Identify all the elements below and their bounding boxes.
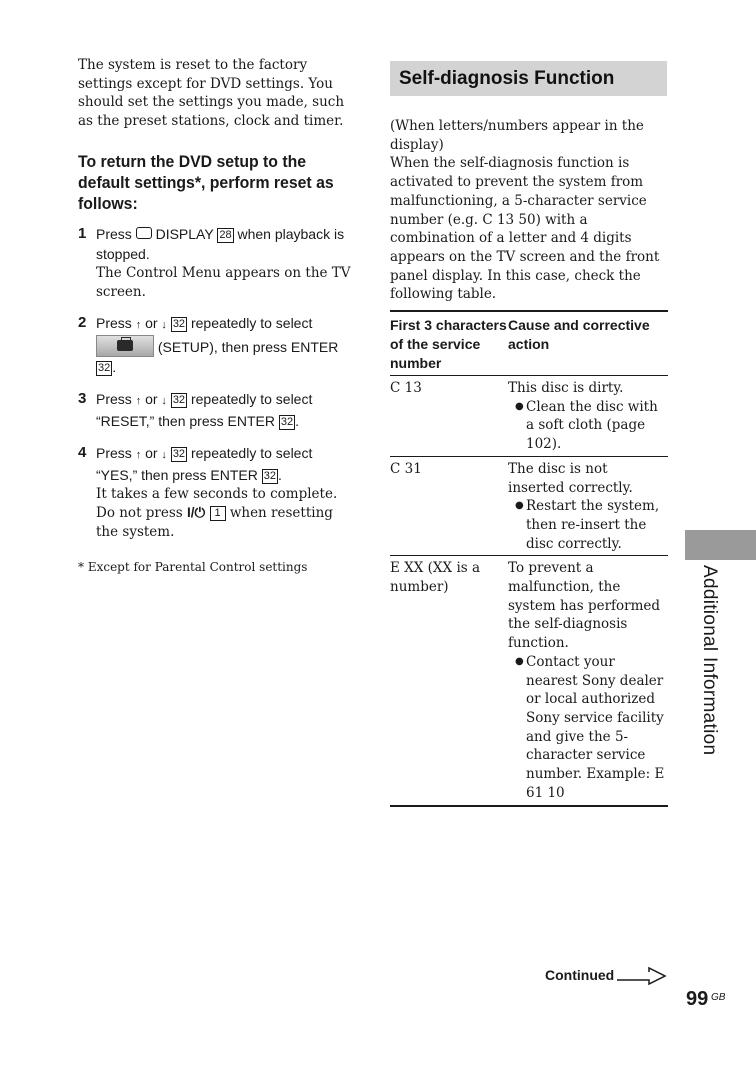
step-2 bbox=[78, 313, 356, 377]
cause-cell bbox=[508, 376, 668, 457]
up-arrow-icon: ↑ bbox=[135, 319, 142, 332]
corrective-action: ● Contact your nearest Sony dealer or local authorized Sony service facility and give the 5-character service number. Example: E 61 10 bbox=[508, 653, 668, 803]
step-text: Press bbox=[96, 225, 132, 242]
footnote: * Except for Parental Control settings bbox=[78, 560, 308, 575]
punctuation: . bbox=[277, 467, 282, 484]
step-4 bbox=[78, 443, 356, 541]
step-1 bbox=[78, 224, 356, 301]
continued-label: Continued bbox=[545, 967, 615, 983]
step-text: or bbox=[145, 391, 158, 408]
column-header: First 3 characters of the service number bbox=[390, 311, 508, 376]
reference-number: 28 bbox=[219, 228, 232, 241]
page-number: 99 bbox=[686, 988, 709, 1010]
step-text: or bbox=[145, 445, 158, 462]
step-number: 1 bbox=[78, 224, 87, 242]
table-row bbox=[390, 376, 668, 457]
step-3 bbox=[78, 389, 356, 431]
up-arrow-icon: ↑ bbox=[135, 449, 142, 462]
step-text: or bbox=[145, 315, 158, 332]
step-text: Press bbox=[96, 391, 132, 408]
reference-number: 32 bbox=[172, 318, 186, 331]
section-intro bbox=[390, 117, 667, 304]
dvd-reset-subheading: To return the DVD setup to the default settings*, perform reset as follows: bbox=[78, 151, 334, 213]
step-text: (SETUP), then press ENTER bbox=[157, 339, 339, 356]
punctuation: . bbox=[295, 413, 299, 430]
service-code: C 13 bbox=[390, 376, 508, 457]
step-number: 4 bbox=[78, 444, 87, 462]
section-heading: Self-diagnosis Function bbox=[390, 61, 667, 96]
punctuation: . bbox=[112, 359, 117, 376]
side-tab-marker bbox=[685, 530, 756, 560]
corrective-action: ● Clean the disc with a soft cloth (page 102). bbox=[508, 398, 668, 454]
reference-number: 32 bbox=[172, 394, 186, 407]
down-arrow-icon: ↓ bbox=[161, 449, 167, 462]
step-text: repeatedly to select “YES,” then press ENTER bbox=[96, 445, 313, 484]
self-diagnosis-table bbox=[390, 310, 668, 806]
step-number: 3 bbox=[78, 390, 87, 408]
display-button-icon bbox=[136, 227, 152, 239]
step-text: Press bbox=[96, 315, 132, 332]
cause-cell bbox=[508, 556, 668, 806]
left-column bbox=[78, 56, 356, 575]
step-note bbox=[96, 485, 356, 541]
cause-text: To prevent a malfunction, the system has performed the self-diagnosis function. bbox=[508, 560, 661, 652]
continued-arrow-icon bbox=[615, 966, 667, 986]
corrective-action: ● Restart the system, then re-insert the disc correctly. bbox=[508, 497, 668, 553]
section-intro-body: When the self-diagnosis function is activated to prevent the system from malfunctioning, a 5-character service number (e.g. C 13 50) with a combination of a letter and 4 digits appears on the TV screen and the front panel display. In this case, check the following table. bbox=[390, 155, 660, 303]
setup-toolbox-icon bbox=[96, 335, 154, 357]
down-arrow-icon: ↓ bbox=[161, 395, 167, 408]
step-note-text: It takes a few seconds to complete. Do not press bbox=[96, 486, 338, 521]
side-tab-label: Additional Information bbox=[699, 565, 720, 756]
cause-text: The disc is not inserted correctly. bbox=[508, 460, 633, 496]
power-button-icon: I/⏻ bbox=[187, 504, 206, 520]
page-suffix: GB bbox=[711, 992, 726, 1003]
table-row bbox=[390, 556, 668, 806]
step-note: The Control Menu appears on the TV screen. bbox=[96, 264, 351, 300]
step-note-text: when resetting the system. bbox=[96, 504, 333, 540]
table-header-row bbox=[390, 311, 668, 376]
service-code: C 31 bbox=[390, 456, 508, 556]
section-intro-line: (When letters/numbers appear in the display) bbox=[390, 118, 644, 153]
reset-intro: The system is reset to the factory settings except for DVD settings. You should set the settings you made, such as the preset stations, clock and timer. bbox=[78, 57, 345, 130]
reference-number: 32 bbox=[98, 362, 111, 375]
step-number: 2 bbox=[78, 314, 87, 332]
service-code: E XX (XX is a number) bbox=[390, 556, 508, 806]
step-text: repeatedly to select bbox=[190, 315, 313, 332]
cause-cell bbox=[508, 456, 668, 556]
step-text: repeatedly to select “RESET,” then press ENTER bbox=[96, 391, 313, 430]
reference-number: 32 bbox=[263, 470, 276, 483]
reference-number: 32 bbox=[280, 416, 294, 429]
step-text: Press bbox=[96, 445, 132, 462]
right-column bbox=[390, 61, 667, 807]
reference-number: 1 bbox=[210, 506, 226, 521]
reference-number: 32 bbox=[172, 448, 186, 461]
column-header: Cause and corrective action bbox=[508, 311, 668, 376]
cause-text: This disc is dirty. bbox=[508, 380, 624, 397]
button-name: DISPLAY bbox=[155, 225, 214, 242]
table-row bbox=[390, 456, 668, 556]
down-arrow-icon: ↓ bbox=[161, 319, 167, 332]
up-arrow-icon: ↑ bbox=[135, 395, 142, 408]
step-text: when playback is stopped. bbox=[96, 225, 345, 262]
